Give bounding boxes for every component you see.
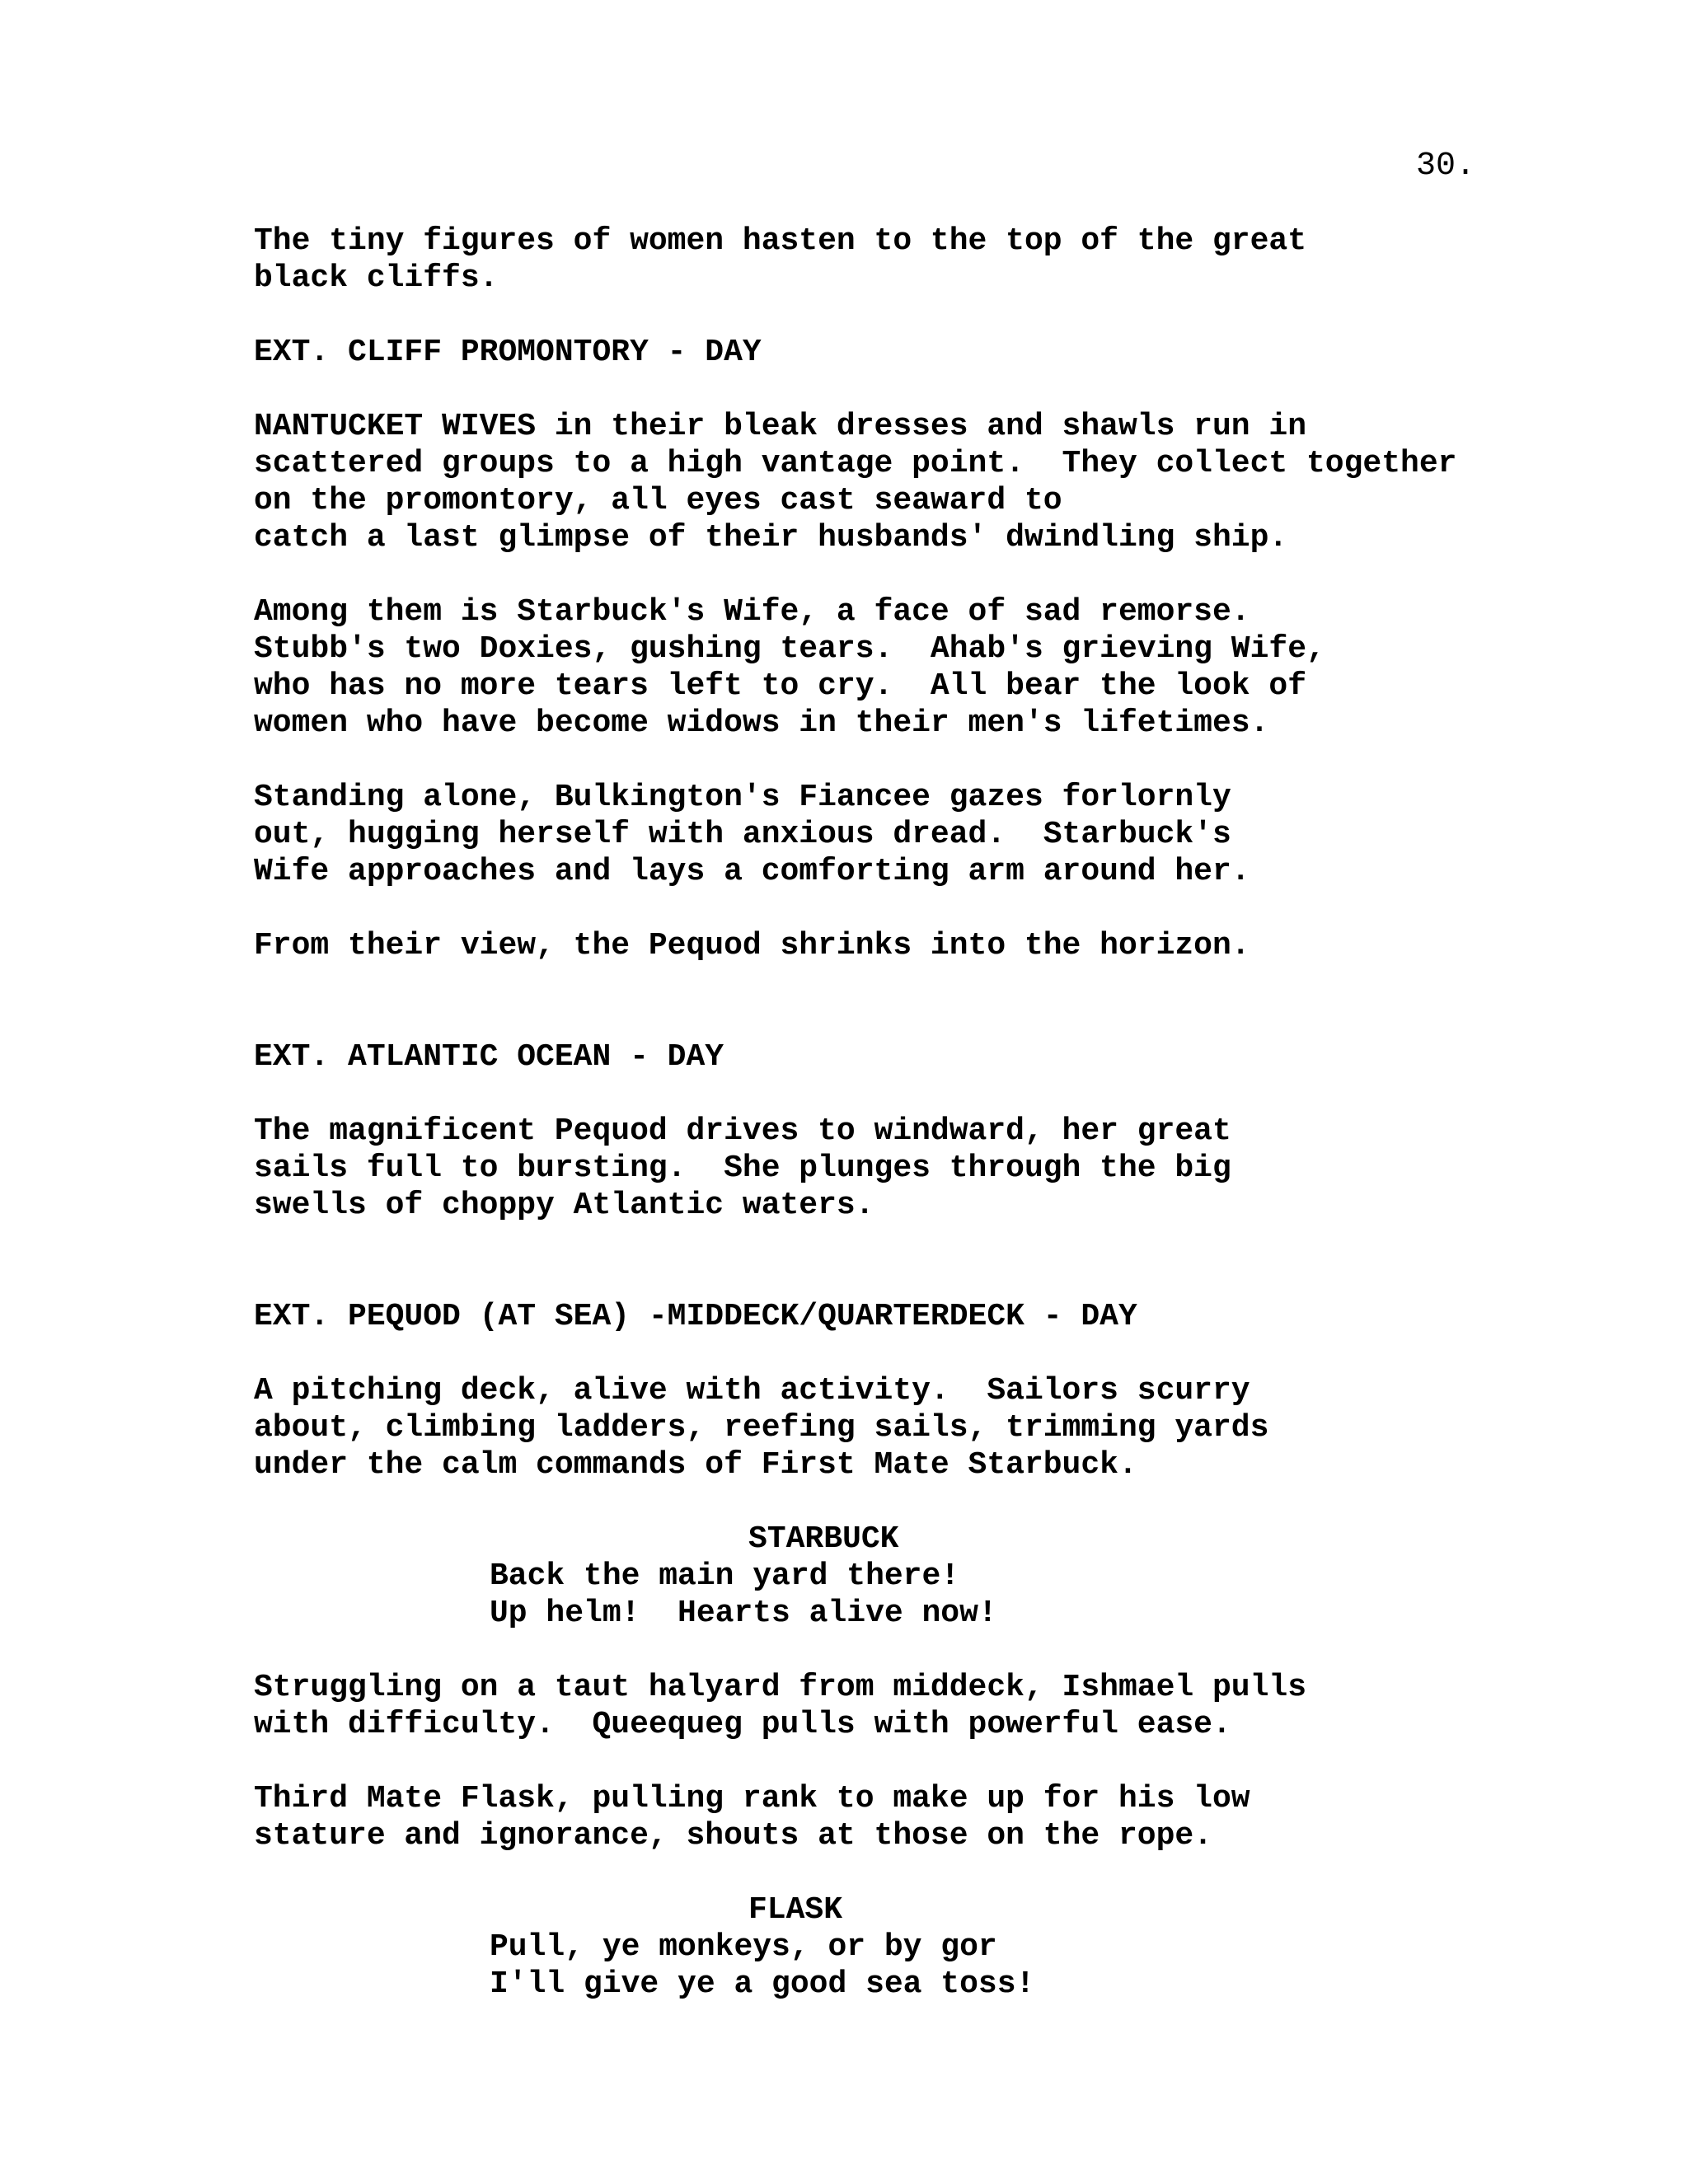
action-paragraph: The tiny figures of women hasten to the top of the great black cliffs. (254, 223, 1307, 296)
action-paragraph: NANTUCKET WIVES in their bleak dresses and shawls run in scattered groups to a high vantage point. They collect together on the promontory, all eyes cast seaward to catch a last glimpse of their husbands' dwindling ship. (254, 409, 1457, 555)
scene-heading: EXT. CLIFF PROMONTORY - DAY (254, 335, 762, 370)
action-paragraph: Struggling on a taut halyard from middeck, Ishmael pulls with difficulty. Queequeg pulls with powerful ease. (254, 1670, 1307, 1742)
dialogue: Back the main yard there! Up helm! Hearts alive now! (490, 1558, 997, 1631)
dialogue: Pull, ye monkeys, or by gor I'll give ye a good sea toss! (490, 1929, 1035, 2002)
action-paragraph: From their view, the Pequod shrinks into the horizon. (254, 928, 1250, 963)
scene-heading: EXT. ATLANTIC OCEAN - DAY (254, 1039, 724, 1075)
action-paragraph: Third Mate Flask, pulling rank to make up for his low stature and ignorance, shouts at those on the rope. (254, 1781, 1250, 1854)
action-paragraph: The magnificent Pequod drives to windward, her great sails full to bursting. She plunges through the big swells of choppy Atlantic waters. (254, 1113, 1231, 1223)
action-paragraph: Among them is Starbuck's Wife, a face of sad remorse. Stubb's two Doxies, gushing tears. Ahab's grieving Wife, who has no more tears left to cry. All bear the look of women who have become widows in their men's lifetimes. (254, 594, 1325, 741)
action-paragraph: A pitching deck, alive with activity. Sailors scurry about, climbing ladders, reefing sails, trimming yards under the calm commands of First Mate Starbuck. (254, 1373, 1269, 1483)
page-number: 30. (1416, 148, 1476, 185)
action-paragraph: Standing alone, Bulkington's Fiancee gazes forlornly out, hugging herself with anxious dread. Starbuck's Wife approaches and lays a comforting arm around her. (254, 780, 1250, 889)
character-name: STARBUCK (748, 1521, 899, 1557)
character-name: FLASK (748, 1892, 843, 1928)
scene-heading: EXT. PEQUOD (AT SEA) -MIDDECK/QUARTERDECK - DAY (254, 1299, 1137, 1334)
